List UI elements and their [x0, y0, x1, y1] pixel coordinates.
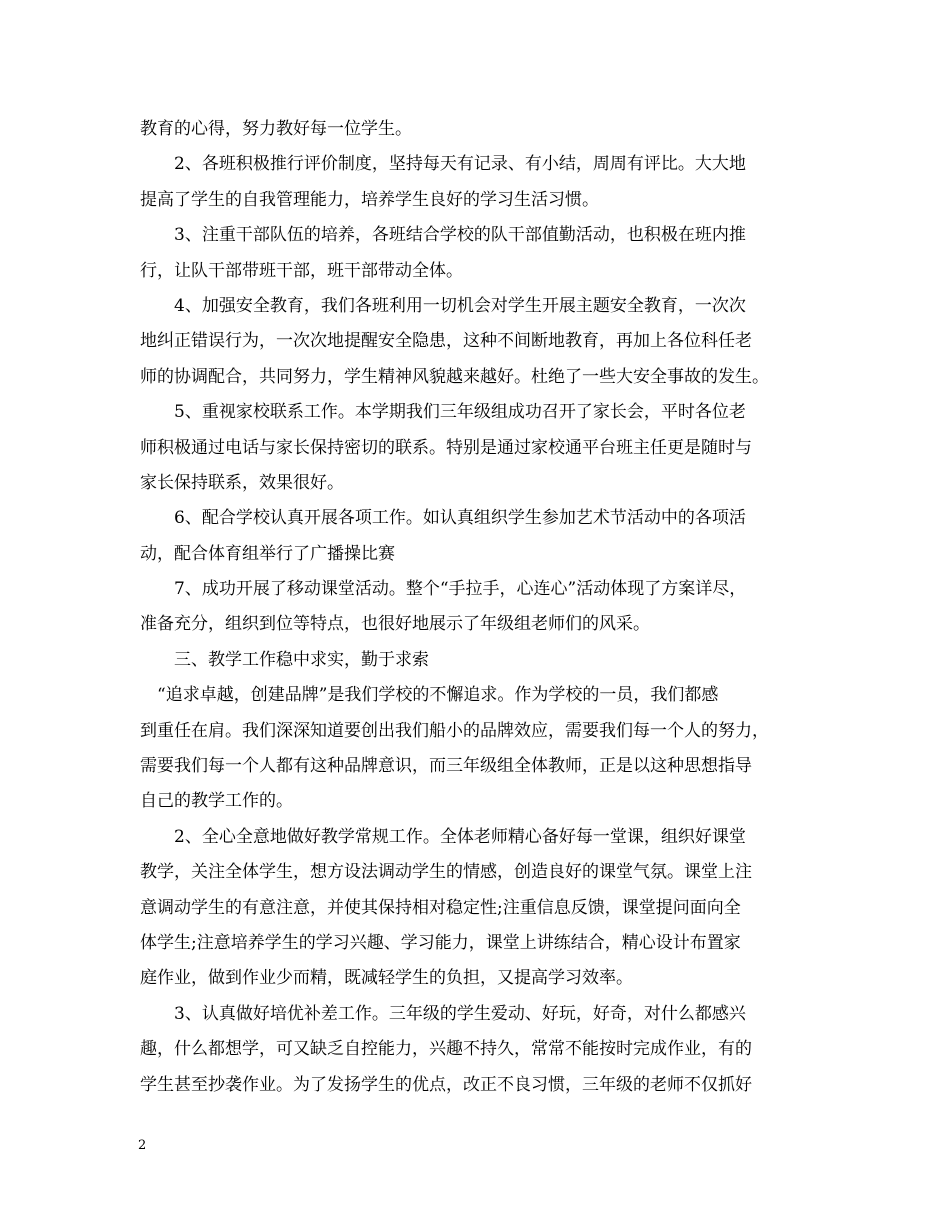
text-line: 师的协调配合，共同努力，学生精神风貌越来越好。杜绝了一些大安全事故的发生。: [140, 366, 769, 387]
page-number: 2: [138, 1138, 147, 1153]
text-line: 6、配合学校认真开展各项工作。如认真组织学生参加艺术节活动中的各项活: [174, 508, 746, 529]
text-line: 3、注重干部队伍的培养，各班结合学校的队干部值勤活动，也积极在班内推: [174, 225, 746, 246]
text-line: 庭作业，做到作业少而精，既减轻学生的负担，又提高学习效率。: [140, 968, 633, 989]
text-line: “追求卓越，创建品牌”是我们学校的不懈追求。作为学校的一员，我们都感: [157, 685, 719, 706]
text-line: 学生甚至抄袭作业。为了发扬学生的优点，改正不良习惯，三年级的老师不仅抓好: [140, 1074, 752, 1095]
text-line: 动，配合体育组举行了广播操比赛: [140, 543, 395, 564]
text-line: 自己的教学工作的。: [140, 791, 293, 812]
text-line: 师积极通过电话与家长保持密切的联系。特别是通过家校通平台班主任更是随时与: [140, 437, 752, 458]
text-line: 地纠正错误行为，一次次地提醒安全隐患，这种不间断地教育，再加上各位科任老: [140, 331, 752, 352]
text-line: 2、全心全意地做好教学常规工作。全体老师精心备好每一堂课，组织好课堂: [174, 826, 746, 847]
text-line: 教育的心得，努力教好每一位学生。: [140, 119, 412, 139]
text-line: 5、重视家校联系工作。本学期我们三年级组成功召开了家长会，平时各位老: [174, 402, 746, 423]
text-line: 意调动学生的有意注意，并使其保持相对稳定性;注重信息反馈，课堂提问面向全: [140, 897, 741, 918]
text-line: 行，让队干部带班干部，班干部带动全体。: [140, 260, 463, 281]
text-line: 需要我们每一个人都有这种品牌意识，而三年级组全体教师，正是以这种思想指导: [140, 756, 752, 777]
text-line: 提高了学生的自我管理能力，培养学生良好的学习生活习惯。: [140, 189, 599, 210]
text-line: 家长保持联系，效果很好。: [140, 472, 344, 493]
document-body: [140, 112, 830, 1103]
text-line: 3、认真做好培优补差工作。三年级的学生爱动、好玩，好奇，对什么都感兴: [174, 1003, 746, 1024]
text-line: 教学，关注全体学生，想方设法调动学生的情感，创造良好的课堂气氛。课堂上注: [140, 862, 752, 883]
text-line: 2、各班积极推行评价制度，坚持每天有记录、有小结，周周有评比。大大地: [174, 154, 746, 175]
text-line: 7、成功开展了移动课堂活动。整个“手拉手，心连心”活动体现了方案详尽，: [174, 579, 747, 600]
text-line: 准备充分，组织到位等特点，也很好地展示了年级组老师们的风采。: [140, 614, 650, 635]
section-heading: 三、教学工作稳中求实，勤于求索: [174, 649, 429, 670]
text-line: 趣，什么都想学，可又缺乏自控能力，兴趣不持久，常常不能按时完成作业，有的: [140, 1039, 752, 1060]
text-line: 体学生;注意培养学生的学习兴趣、学习能力，课堂上讲练结合，精心设计布置家: [140, 932, 741, 953]
text-line: 到重任在肩。我们深深知道要创出我们船小的品牌效应，需要我们每一个人的努力，: [140, 720, 769, 741]
text-line: 4、加强安全教育，我们各班利用一切机会对学生开展主题安全教育，一次次: [174, 295, 746, 316]
